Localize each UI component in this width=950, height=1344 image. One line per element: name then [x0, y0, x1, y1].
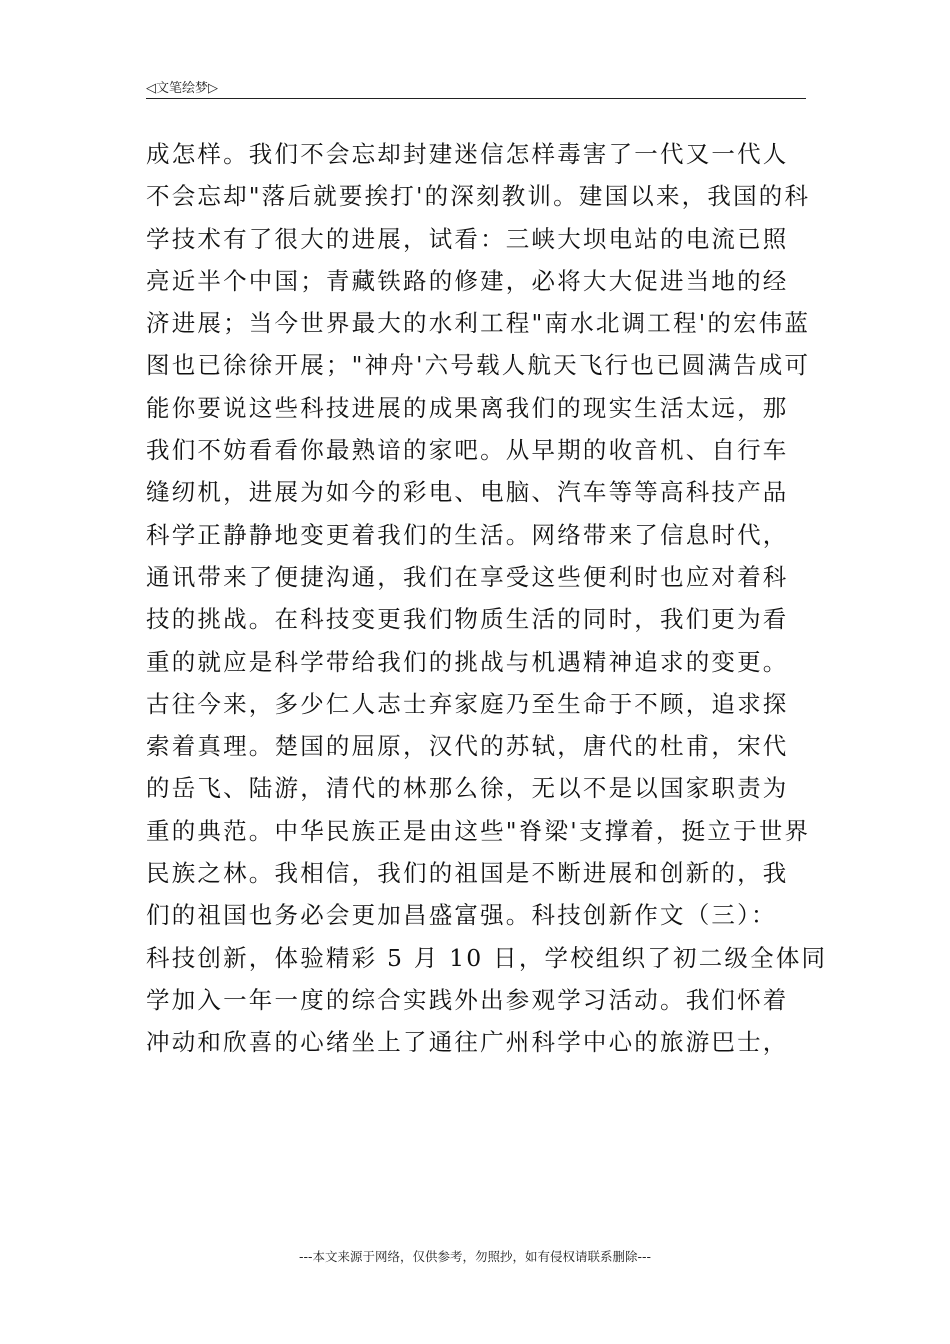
text-line: 技的挑战。在科技变更我们物质生活的同时，我们更为看 — [146, 605, 789, 634]
text-line: 学技术有了很大的进展，试看：三峡大坝电站的电流已照 — [146, 224, 789, 253]
text-line: 亮近半个中国；青藏铁路的修建，必将大大促进当地的经 — [146, 266, 789, 295]
text-line: 们的祖国也务必会更加昌盛富强。科技创新作文（三）： — [146, 901, 777, 930]
text-line: 重的典范。中华民族正是由这些"脊梁'支撑着，挺立于世界 — [146, 816, 811, 845]
page-footer: ---本文来源于网络，仅供参考，勿照抄，如有侵权请联系删除--- — [298, 1249, 652, 1264]
page-header — [146, 74, 806, 99]
text-line: 重的就应是科学带给我们的挑战与机遇精神追求的变更。 — [146, 647, 789, 676]
text-line: 科学正静静地变更着我们的生活。网络带来了信息时代， — [146, 520, 789, 549]
text-line: 索着真理。楚国的屈原，汉代的苏轼，唐代的杜甫，宋代 — [146, 732, 789, 761]
text-line: 缝纫机，进展为如今的彩电、电脑、汽车等等高科技产品 — [146, 478, 789, 507]
text-line: 学加入一年一度的综合实践外出参观学习活动。我们怀着 — [146, 985, 789, 1014]
text-line: 济进展；当今世界最大的水利工程"南水北调工程'的宏伟蓝 — [146, 309, 811, 338]
text-line: 不会忘却"落后就要挨打'的深刻教训。建国以来，我国的科 — [146, 182, 811, 211]
text-line: 通讯带来了便捷沟通，我们在享受这些便利时也应对着科 — [146, 562, 789, 591]
text-line: 图也已徐徐开展；"神舟'六号载人航天飞行也已圆满告成可 — [146, 351, 811, 380]
text-line: 能你要说这些科技进展的成果离我们的现实生活太远，那 — [146, 393, 789, 422]
text-line: 冲动和欣喜的心绪坐上了通往广州科学中心的旅游巴士， — [146, 1028, 789, 1057]
text-line: 民族之林。我相信，我们的祖国是不断进展和创新的，我 — [146, 859, 789, 888]
text-line: 的岳飞、陆游，清代的林那么徐，无以不是以国家职责为 — [146, 774, 789, 803]
text-line: 科技创新，体验精彩 5 月 10 日，学校组织了初二级全体同 — [146, 943, 828, 972]
text-line: 成怎样。我们不会忘却封建迷信怎样毒害了一代又一代人 — [146, 140, 789, 168]
text-line: 古往今来，多少仁人志士弃家庭乃至生命于不顾，追求探 — [146, 689, 789, 718]
text-line: 我们不妨看看你最熟谙的家吧。从早期的收音机、自行车 — [146, 436, 789, 465]
header-title: ◁文笔绘梦▷ — [146, 81, 218, 96]
document-body — [146, 133, 828, 1064]
